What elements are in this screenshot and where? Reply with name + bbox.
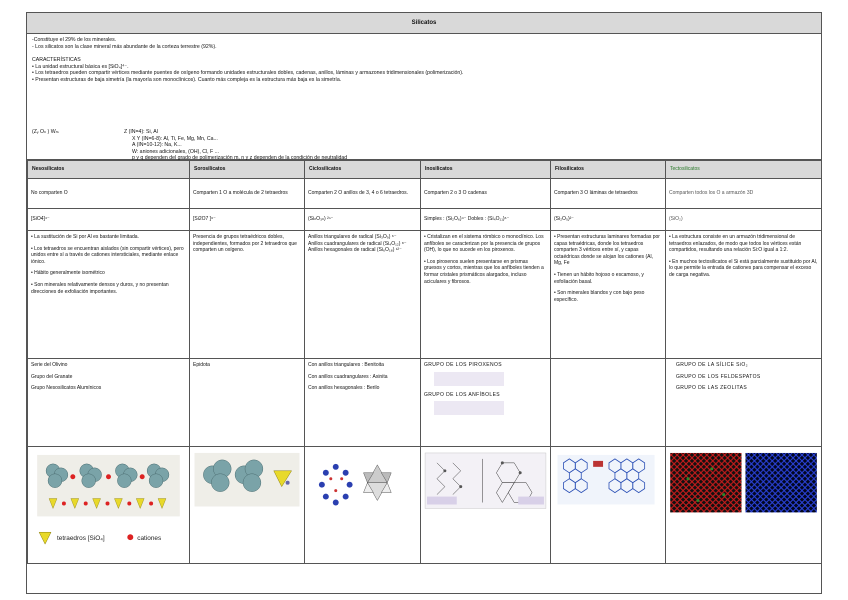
formula-key-item: W: aniones adicionales, (OH), Cl, F ... bbox=[132, 148, 219, 155]
description-item: Anillos cuadrangulares de radical (Si₄O₁₂) ⁸⁻ bbox=[308, 240, 407, 247]
intro-section bbox=[27, 34, 821, 160]
header-tectosilicatos: Tectosilicatos bbox=[666, 161, 822, 179]
example-item: GRUPO DE LOS PIROXENOS bbox=[424, 362, 502, 368]
image-cell-sorosilicates bbox=[190, 447, 305, 564]
description-item: Presencia de grupos tetraédricos dobles, independientes, formados por 2 tetraedros que comparten un oxígeno. bbox=[193, 234, 297, 254]
legend-cations-label: cationes bbox=[137, 535, 162, 543]
formula-cell: [SiO4]⁴⁻ bbox=[28, 209, 190, 231]
example-item: GRUPO DE LOS FELDESPATOS bbox=[676, 373, 761, 380]
description-item: • En muchos tectosilicatos el Si está parcialmente sustituido por Al, lo que permite la entrada de cationes para compensar el exceso de carga negativa. bbox=[669, 258, 818, 278]
examples-cell bbox=[666, 359, 822, 447]
description-cell bbox=[421, 231, 551, 359]
formula-cell: [Si2O7 ]⁶⁻ bbox=[190, 209, 305, 231]
sharing-cell: Comparten 2 o 3 O cadenas bbox=[421, 179, 551, 209]
characteristic-item: • Los tetraedros pueden compartir vértices mediante puentes de oxígeno formando unidades estructurales dobles, cadenas, anillos, láminas y armazones tridimensionales (polimerización). bbox=[32, 70, 464, 77]
formula-cell: Simples : (Si₂O₆)⁴⁻ Dobles : (Si₄O₁₁)⁶⁻ bbox=[421, 209, 551, 231]
description-cell bbox=[190, 231, 305, 359]
formula-key-item: p y q dependen del grado de polimerización m, n y z dependen de la condición de neutralidad bbox=[132, 155, 348, 162]
characteristic-item: • La unidad estructural básica es [SiO₄]⁴⁻. bbox=[32, 63, 129, 70]
example-item: GRUPO DE LAS ZEOLITAS bbox=[676, 385, 748, 392]
description-item: • Los piroxenos suelen presentarse en prismas gruesos y cortos, mientras que los anfíboles tienden a formar cristales prismáticos alargados, incluso aciculares y fibrosos. bbox=[424, 258, 544, 285]
header-inosilicatos: Inosilicatos bbox=[421, 161, 551, 179]
nesosilicate-structure-image bbox=[30, 449, 187, 558]
description-item: • Hábito generalmente isométrico bbox=[31, 270, 105, 277]
legend-tetrahedra-label: tetraedros [SiO₄] bbox=[56, 535, 105, 543]
formula-key-item: X Y (IN=6-8): Al, Ti, Fe, Mg, Mn, Ca... bbox=[132, 135, 218, 142]
phyllosilicate-structure-image bbox=[553, 449, 663, 558]
silicate-classification-table bbox=[27, 160, 822, 564]
formula-key-item: Z (IN=4): Si, Al bbox=[124, 129, 158, 135]
image-cell-phyllosilicates bbox=[551, 447, 666, 564]
pyroxene-thumbnail bbox=[434, 372, 504, 386]
examples-cell bbox=[190, 359, 305, 447]
description-item: Anillos hexagonales de radical (Si₆O₁₈) ¹²⁻ bbox=[308, 247, 402, 254]
description-item: • La estructura consiste en un armazón tridimensional de tetraedros enlazados, de modo que todos los vértices están compartidos, resultando una relación Si:O igual a 1:2. bbox=[669, 234, 802, 254]
example-item: GRUPO DE LOS ANFÍBOLES bbox=[424, 391, 501, 398]
description-cell bbox=[551, 231, 666, 359]
example-item: Serie del Olivino bbox=[31, 362, 68, 368]
sharing-cell: Comparten todos los O a armazón 3D bbox=[666, 179, 822, 209]
description-item: • La sustitución de Si por Al es bastante limitada. bbox=[31, 234, 139, 240]
sharing-cell: Comparten 1 O a molécula de 2 tetraedros bbox=[190, 179, 305, 209]
example-item: GRUPO DE LA SÍLICE SiO₂ bbox=[676, 362, 748, 368]
description-item: • Son minerales blandos y con bajo peso específico. bbox=[554, 290, 645, 303]
example-item: Con anillos hexagonales : Berilo bbox=[308, 385, 380, 392]
description-cell bbox=[28, 231, 190, 359]
description-item: Anillos triangulares de radical (Si₃O₉) ⁶⁻ bbox=[308, 234, 397, 240]
examples-cell bbox=[421, 359, 551, 447]
description-item: • Tienen un hábito hojoso o escamoso, y exfoliación basal. bbox=[554, 271, 644, 285]
intro-line: -Constituye el 29% de los minerales. bbox=[32, 37, 117, 43]
formula-cell: (SiO₂) bbox=[666, 209, 822, 231]
tectosilicate-structure-image bbox=[668, 449, 819, 558]
image-cell-inosilicates bbox=[421, 447, 551, 564]
silicates-document bbox=[26, 12, 822, 594]
general-formula: (Zᵧ Oₙ ) Wₘ bbox=[32, 129, 59, 135]
sharing-cell: Comparten 3 O láminas de tetraedros bbox=[551, 179, 666, 209]
sorosilicate-structure-image bbox=[192, 449, 302, 558]
formula-cell: (SiₙO₃ₙ) ²ⁿ⁻ bbox=[305, 209, 421, 231]
example-item: Grupo del Granate bbox=[31, 373, 73, 380]
example-item: Epidota bbox=[193, 362, 210, 368]
image-cell-tectosilicates bbox=[666, 447, 822, 564]
examples-cell bbox=[28, 359, 190, 447]
description-item: • Cristalizan en el sistema rómbico o monoclínico. Los anfíboles se caracterizan por la presencia de grupos (OH), lo que no sucede en los piroxenos. bbox=[424, 234, 544, 254]
description-item: • Los tetraedros se encuentran aislados (sin compartir vértices), pero unidos entre sí a través de cationes intersticiales, mediante enlace iónico. bbox=[31, 245, 184, 265]
description-cell bbox=[666, 231, 822, 359]
header-nesosilicatos: Nesosilicatos bbox=[28, 161, 190, 179]
sharing-cell: Comparten 2 O anillos de 3, 4 o 6 tetraedros. bbox=[305, 179, 421, 209]
cyclosilicate-structure-image bbox=[307, 449, 418, 558]
description-item: • Son minerales relativamente densos y duros, y no presentan direcciones de exfoliación importantes. bbox=[31, 281, 169, 295]
examples-cell bbox=[551, 359, 666, 447]
example-item: Con anillos cuadrangulares : Axinita bbox=[308, 373, 388, 380]
example-item: Con anillos triangulares : Benitoita bbox=[308, 362, 384, 368]
example-item: Grupo Nesosilicatos Alumínicos bbox=[31, 385, 102, 392]
description-item: • Presentan estructuras laminares formadas por capas tetraédricas, donde los tetraedros comparten 3 vértices entre sí, y capas octaédricas donde se alojan los cationes (Al, Mg, Fe bbox=[554, 234, 660, 267]
image-cell-nesosilicates bbox=[28, 447, 190, 564]
formula-key-item: A (IN=10-12): Na, K... bbox=[132, 142, 182, 149]
image-cell-cyclosilicates bbox=[305, 447, 421, 564]
header-ciclosilicatos: Ciclosilicatos bbox=[305, 161, 421, 179]
inosilicate-structure-image bbox=[423, 449, 548, 558]
characteristics-heading: CARACTERÍSTICAS bbox=[32, 57, 81, 64]
description-cell bbox=[305, 231, 421, 359]
amphibole-thumbnail bbox=[434, 401, 504, 415]
formula-cell: (Si₂O₅)²⁻ bbox=[551, 209, 666, 231]
intro-line: - Los silicatos son la clase mineral más abundante de la corteza terrestre (92%). bbox=[32, 43, 217, 50]
header-sorosilicatos: Sorosilicatos bbox=[190, 161, 305, 179]
page-title: Silicatos bbox=[27, 13, 821, 34]
header-filosilicatos: Filosilicatos bbox=[551, 161, 666, 179]
sharing-cell: No comparten O bbox=[28, 179, 190, 209]
characteristic-item: • Presentan estructuras de baja simetría (la mayoría son monoclínicos). Cuanto más compleja es la estructura más baja es la simetría. bbox=[32, 76, 342, 83]
formula-key bbox=[124, 129, 347, 162]
examples-cell bbox=[305, 359, 421, 447]
